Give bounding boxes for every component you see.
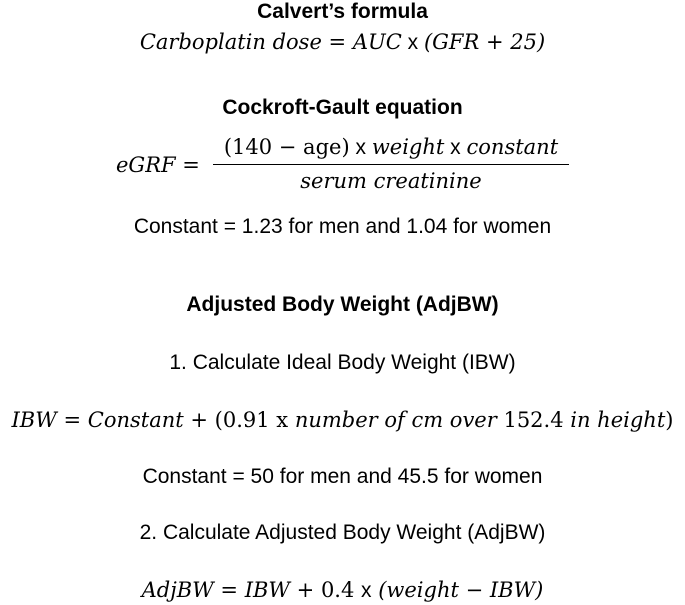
cockroft-heading: Cockroft-Gault equation bbox=[222, 96, 463, 119]
ibw-in-height: in height bbox=[570, 408, 666, 432]
calvert-paren: (GFR + 25) bbox=[423, 30, 546, 54]
calvert-lhs: Carboplatin dose bbox=[139, 30, 322, 54]
fraction-denominator: serum creatinine bbox=[300, 169, 482, 193]
adjbw-step2: 2. Calculate Adjusted Body Weight (AdjBW) bbox=[139, 521, 546, 544]
ibw-lhs: IBW bbox=[11, 408, 57, 432]
adjbw-plus: + 0.4 bbox=[290, 578, 362, 602]
cockroft-equation bbox=[0, 134, 685, 196]
ibw-equals: = bbox=[56, 408, 88, 432]
adjbw-formula bbox=[0, 577, 685, 604]
ibw-plus-open: + (0.91 x bbox=[183, 408, 295, 432]
adjbw-heading: Adjusted Body Weight (AdjBW) bbox=[186, 293, 499, 316]
calvert-auc: AUC bbox=[352, 30, 402, 54]
times-sign-2: x bbox=[444, 136, 467, 159]
adjbw-times: x bbox=[361, 579, 372, 602]
weight-term: weight bbox=[371, 135, 445, 159]
adjbw-ibw: IBW bbox=[244, 578, 290, 602]
fraction-bar bbox=[213, 164, 569, 165]
ibw-number-cm: number of cm over bbox=[294, 408, 497, 432]
adjbw-paren: (weight − IBW) bbox=[371, 578, 544, 602]
calvert-heading: Calvert’s formula bbox=[257, 0, 428, 23]
ibw-close: ) bbox=[665, 408, 674, 432]
calvert-equals: = bbox=[321, 30, 353, 54]
adjbw-step1: 1. Calculate Ideal Body Weight (IBW) bbox=[169, 351, 516, 374]
cockroft-constant-note: Constant = 1.23 for men and 1.04 for women bbox=[133, 215, 552, 238]
ibw-constant: Constant bbox=[87, 408, 184, 432]
egrf-lhs: eGRF = bbox=[116, 153, 200, 177]
ibw-formula bbox=[0, 407, 685, 433]
calvert-formula bbox=[0, 29, 685, 56]
adjbw-equals: = bbox=[213, 578, 245, 602]
calvert-times: x bbox=[401, 31, 424, 54]
age-term: (140 − age) bbox=[223, 135, 350, 159]
fraction-numerator bbox=[213, 134, 569, 161]
ibw-value: 152.4 bbox=[496, 408, 571, 432]
ibw-constant-note: Constant = 50 for men and 45.5 for women bbox=[142, 465, 543, 488]
constant-term: constant bbox=[466, 135, 559, 159]
adjbw-lhs: AdjBW bbox=[141, 578, 214, 602]
times-sign-1: x bbox=[349, 136, 372, 159]
